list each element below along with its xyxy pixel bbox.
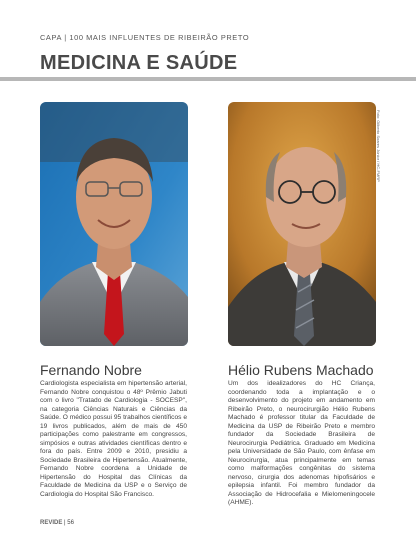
title-rule <box>0 77 416 81</box>
profile-bio: Um dos idealizadores do HC Criança, coordenando toda a implantação e o desenvolvimento do projeto em andamento em Ribeirão Preto, o neurocirurgião Hélio Rubens Machado é professor titular da Faculdade de Medicina da USP de Ribeirão Preto e membro fundador da Sociedade Brasileira de Neurocirurgia Pediátrica. Graduado em Medicina pela Universidade de São Paulo, com ênfase em Neurocirurgia, atua principalmente em temas como malformações congênitas do sistema nervoso, cirurgia dos adenomas hipofisários e epilepsia infantil. Foi membro fundador da Associação de Hidrocefalia e Mielomeningocele (AHME). <box>228 380 375 506</box>
photo-credit: Foto: Gilberto Soares Júnior / HC-FMRP <box>376 110 381 182</box>
footer-separator: | <box>64 520 66 526</box>
profile-name: Fernando Nobre <box>40 362 142 378</box>
section-title: MEDICINA E SAÚDE <box>40 52 238 74</box>
portrait-helio-rubens-machado <box>228 102 376 346</box>
magazine-name: REVIDE <box>40 520 63 526</box>
page-footer <box>40 520 74 526</box>
profile-name: Hélio Rubens Machado <box>228 362 374 378</box>
kicker: CAPA | 100 MAIS INFLUENTES DE RIBEIRÃO PRETO <box>40 33 250 42</box>
page-number: 56 <box>67 520 74 526</box>
profile-bio: Cardiologista especialista em hipertensão arterial, Fernando Nobre conquistou o 48º Prêmio Jabuti com o livro "Tratado de Cardiologia - SOCESP", na categoria Ciências Naturais e Ciências da Saúde. O médico possui 95 trabalhos científicos e 19 livros publicados, além de mais de 450 participações como palestrante em congressos, simpósios e outras atividades científicas dentro e fora do país. Entre 2009 e 2010, presidiu a Sociedade Brasileira de Hipertensão. Atualmente, Fernando Nobre coordena a Unidade de Hipertensão do Hospital das Clínicas da Faculdade de Medicina da USP e o Serviço de Cardiologia do Hospital São Francisco. <box>40 380 187 498</box>
portrait-fernando-nobre <box>40 102 188 346</box>
